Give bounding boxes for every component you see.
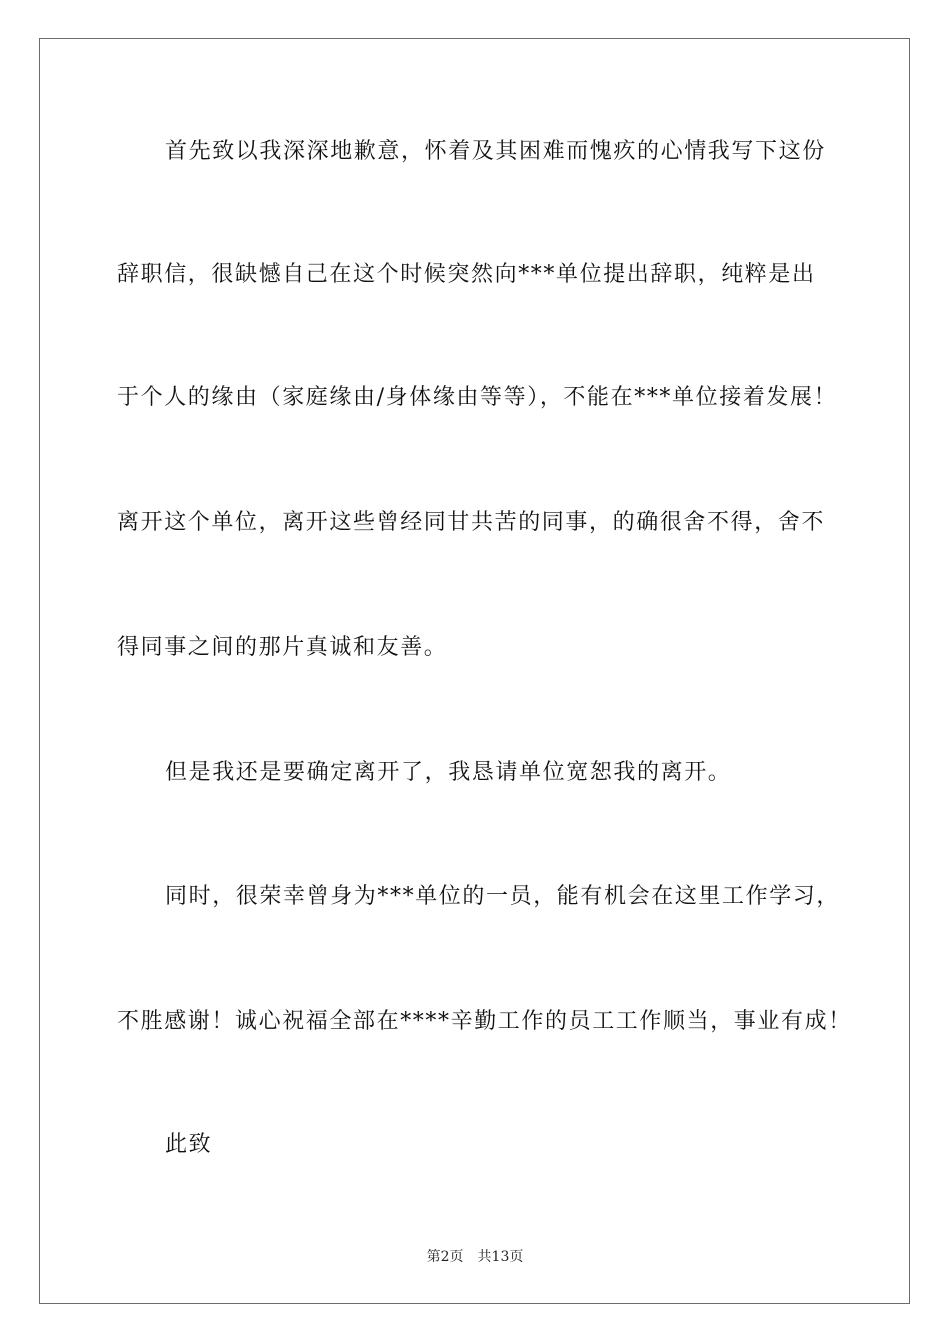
paragraph-line-1: 首先致以我深深地歉意，怀着及其困难而愧疚的心情我写下这份 — [165, 139, 826, 164]
paragraph-line-8: 不胜感谢！诚心祝福全部在****辛勤工作的员工工作顺当，事业有成！ — [117, 1009, 852, 1034]
closing-salutation: 此致 — [165, 1132, 213, 1157]
paragraph-line-2: 辞职信，很缺憾自己在这个时候突然向***单位提出辞职，纯粹是出 — [117, 262, 816, 287]
paragraph-line-4: 离开这个单位，离开这些曾经同甘共苦的同事，的确很舍不得，舍不 — [117, 510, 826, 535]
paragraph-line-6: 但是我还是要确定离开了，我恳请单位宽恕我的离开。 — [165, 760, 732, 785]
paragraph-line-5: 得同事之间的那片真诚和友善。 — [117, 635, 448, 660]
page-total: 共13页 — [477, 1249, 524, 1265]
page-footer — [0, 1248, 950, 1266]
page-border — [39, 38, 910, 1304]
paragraph-line-7: 同时，很荣幸曾身为***单位的一员，能有机会在这里工作学习， — [165, 884, 841, 909]
page-number: 第2页 — [426, 1249, 464, 1265]
paragraph-line-3: 于个人的缘由（家庭缘由/身体缘由等等），不能在***单位接着发展！ — [117, 385, 838, 410]
